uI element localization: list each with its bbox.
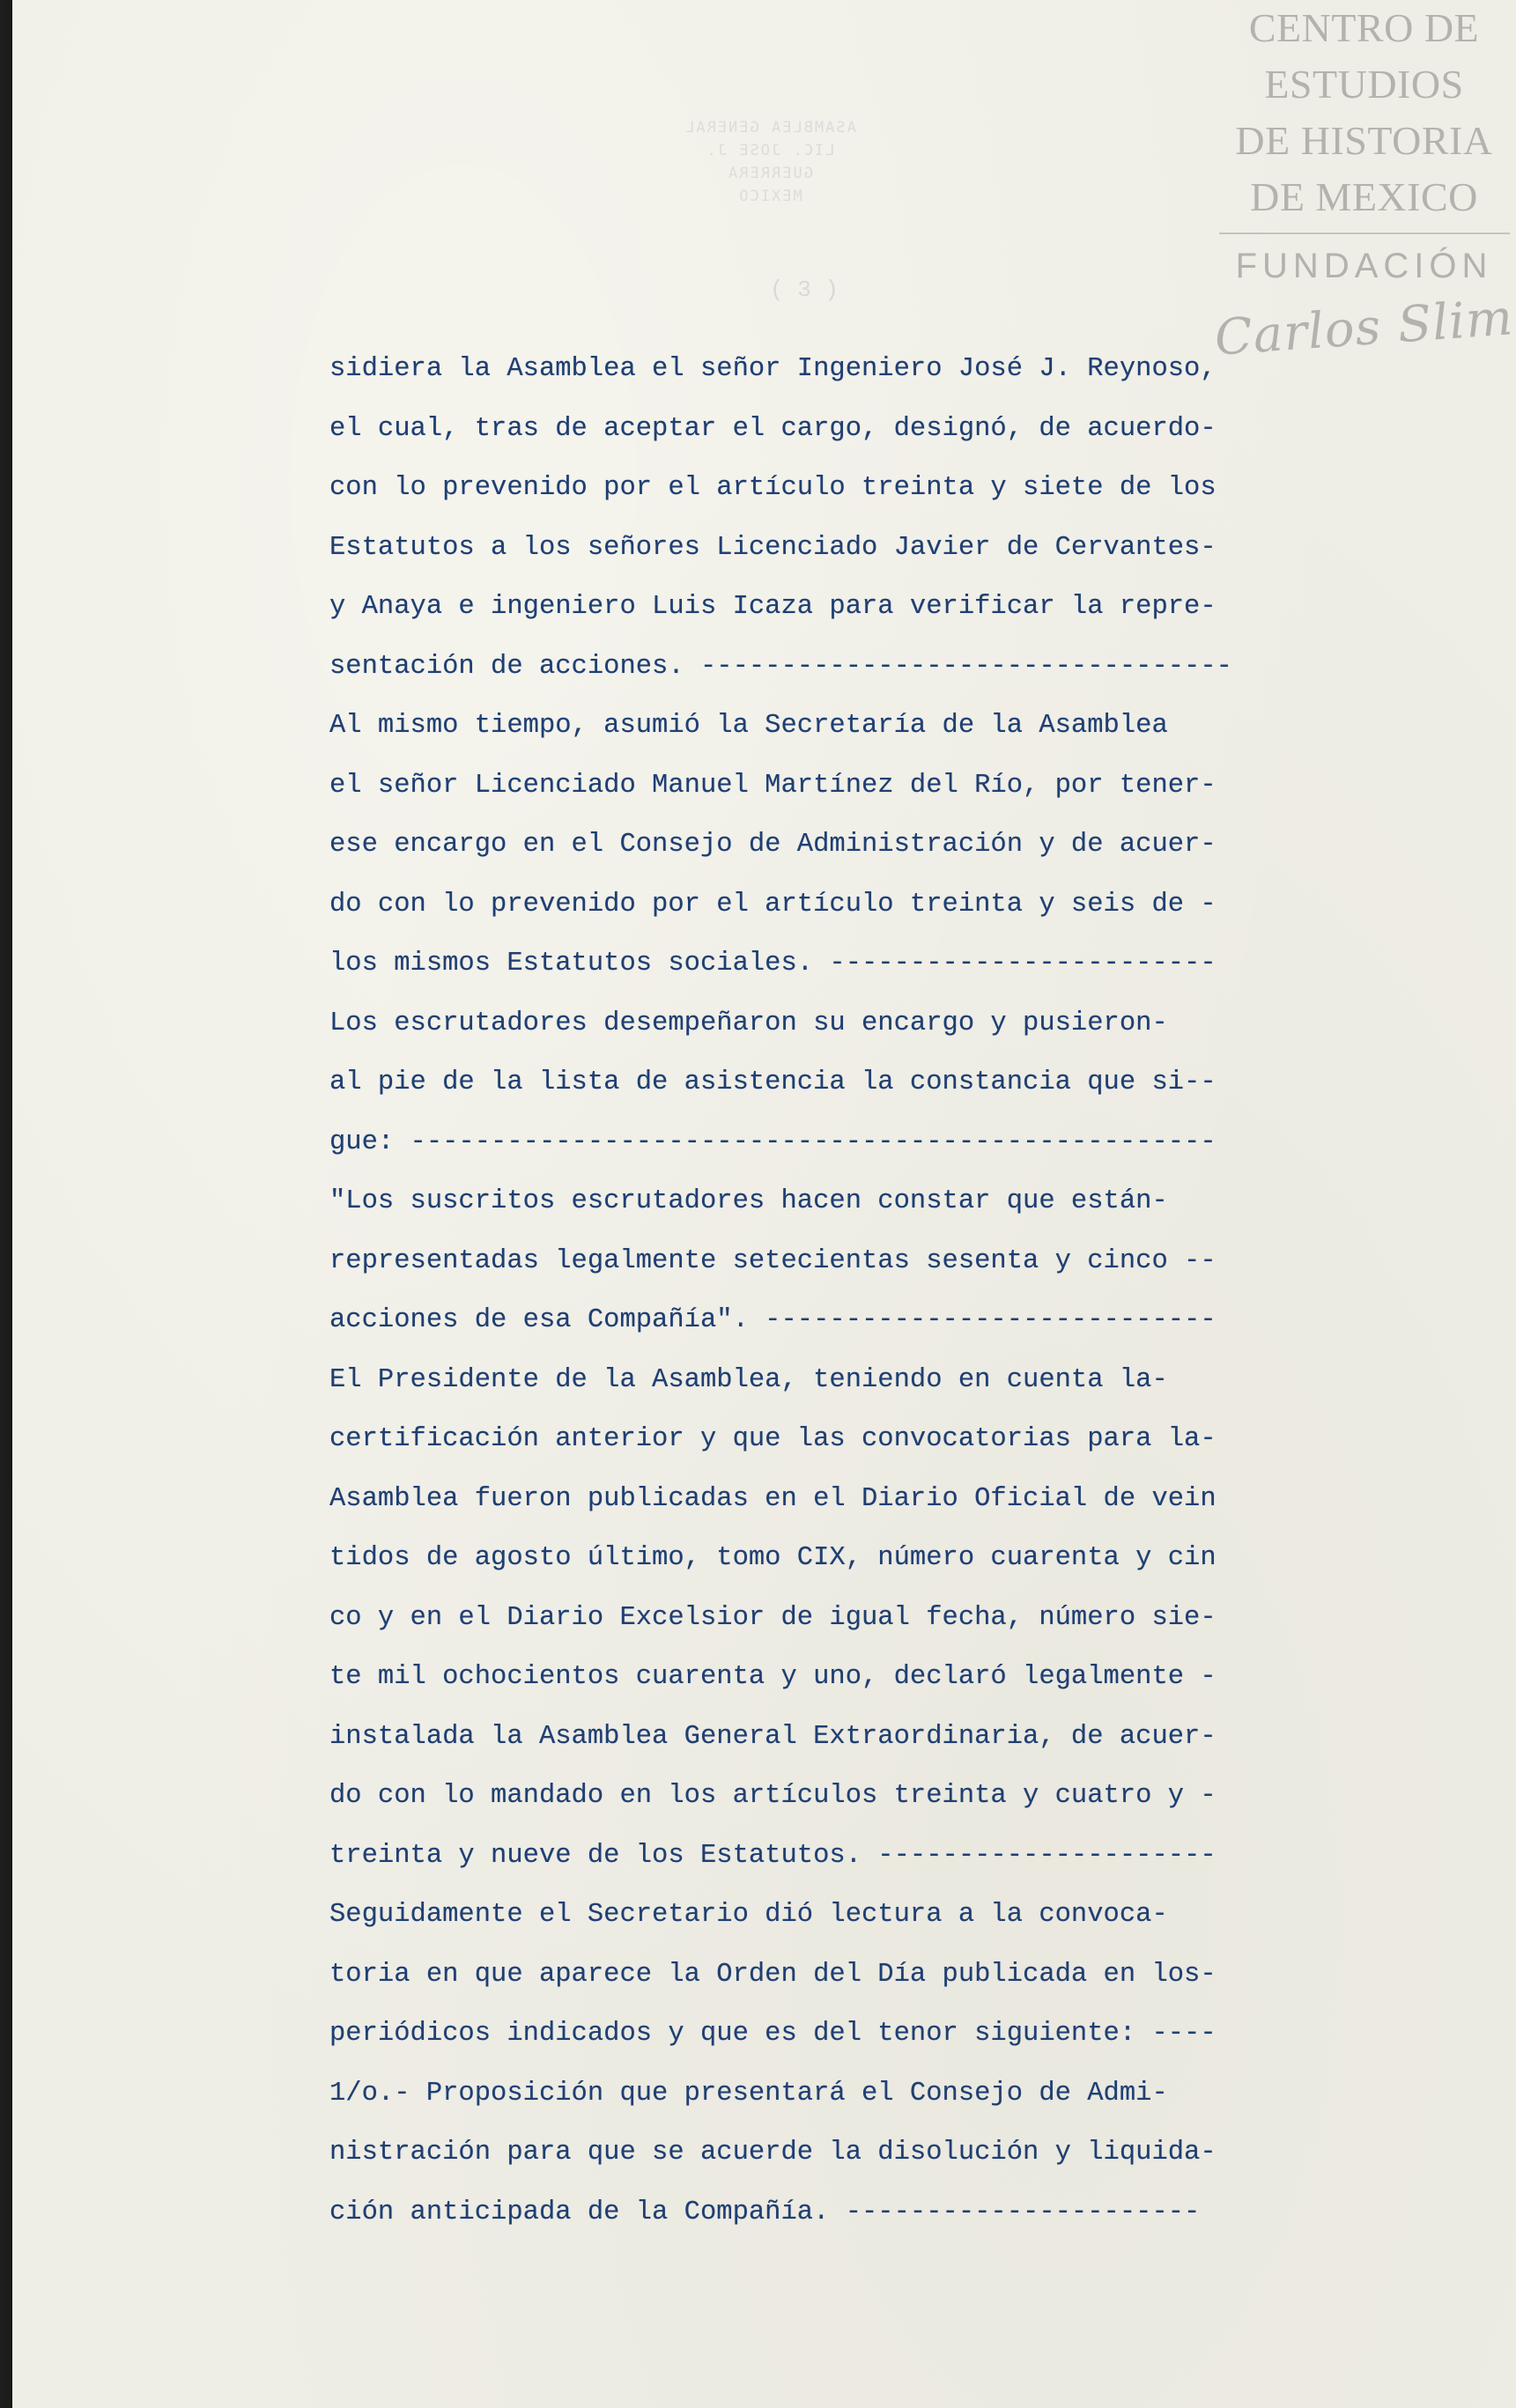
body-line: El Presidente de la Asamblea, teniendo en cuenta la- [329,1364,1168,1395]
watermark-divider [1219,233,1510,234]
body-line: instalada la Asamblea General Extraordinaria, de acuer- [329,1721,1216,1752]
body-line: Estatutos a los señores Licenciado Javier de Cervantes- [329,532,1216,563]
body-line: sentación de acciones. --------------------------------- [329,651,1232,682]
body-line: el cual, tras de aceptar el cargo, designó, de acuerdo- [329,413,1216,444]
body-line: ción anticipada de la Compañía. ---------------------- [329,2197,1201,2227]
watermark-fundacion: FUNDACIÓN [1235,247,1493,285]
body-line: do con lo mandado en los artículos treinta y cuatro y - [329,1781,1216,1811]
faded-stamp-line: LIC. JOSE J. GUERRERA [705,142,835,182]
watermark-line: CENTRO DE [1248,5,1480,50]
body-line: Al mismo tiempo, asumió la Secretaría de la Asamblea [329,711,1168,741]
watermark-line: DE HISTORIA [1235,118,1493,163]
body-line: los mismos Estatutos sociales. ------------------------ [329,949,1216,979]
body-line: con lo prevenido por el artículo treinta y siete de los [329,473,1216,503]
document-body [329,340,1303,2242]
body-line: al pie de la lista de asistencia la constancia que si-- [329,1067,1216,1097]
body-line: el señor Licenciado Manuel Martínez del Río, por tener- [329,770,1216,801]
body-line: ese encargo en el Consejo de Administración y de acuer- [329,830,1216,860]
body-line: co y en el Diario Excelsior de igual fecha, número sie- [329,1602,1216,1633]
watermark-signature: Carlos Slim [1212,289,1516,367]
faded-stamp-line: ASAMBLEA GENERAL [684,119,856,137]
body-line: representadas legalmente setecientas sesenta y cinco -- [329,1245,1216,1276]
faded-stamp [664,116,876,208]
body-line: periódicos indicados y que es del tenor siguiente: ---- [329,2019,1216,2049]
archive-watermark [1212,0,1516,370]
body-line: do con lo prevenido por el artículo treinta y seis de - [329,889,1216,920]
body-line: acciones de esa Compañía". ---------------------------- [329,1305,1216,1335]
body-line: gue: -------------------------------------------------- [329,1126,1216,1157]
body-line: nistración para que se acuerde la disolución y liquida- [329,2138,1216,2168]
body-line: te mil ochocientos cuarenta y uno, declaró legalmente - [329,1662,1216,1692]
body-line: Seguidamente el Secretario dió lectura a la convoca- [329,1900,1168,1930]
page-number: ( 3 ) [770,277,839,303]
body-line: 1/o.- Proposición que presentará el Consejo de Admi- [329,2078,1168,2109]
body-line: Asamblea fueron publicadas en el Diario Oficial de vein [329,1483,1216,1514]
body-line: "Los suscritos escrutadores hacen constar que están- [329,1186,1168,1216]
body-line: sidiera la Asamblea el señor Ingeniero José J. Reynoso, [329,354,1216,384]
body-line: treinta y nueve de los Estatutos. --------------------- [329,1840,1216,1871]
watermark-line: DE MEXICO [1250,174,1478,219]
body-line: toria en que aparece la Orden del Día publicada en los- [329,1959,1216,1990]
body-line: Los escrutadores desempeñaron su encargo y pusieron- [329,1008,1168,1038]
body-line: certificación anterior y que las convocatorias para la- [329,1424,1216,1454]
body-line: tidos de agosto último, tomo CIX, número cuarenta y cin [329,1543,1216,1573]
watermark-line: ESTUDIOS [1264,62,1464,107]
faded-stamp-line: MEXICO [737,188,802,205]
body-line: y Anaya e ingeniero Luis Icaza para verificar la repre- [329,592,1216,622]
